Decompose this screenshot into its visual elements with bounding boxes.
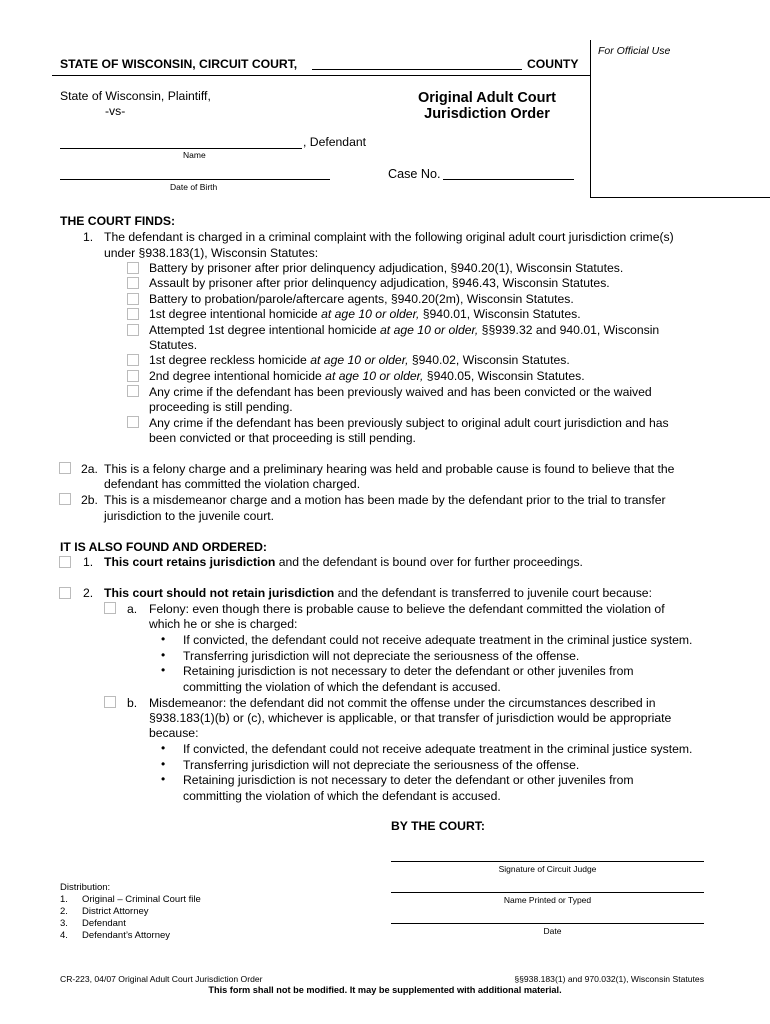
distribution-item: 4. Defendant’s Attorney [60,930,171,941]
defendant-label: , Defendant [303,135,367,149]
form-title-line2: Jurisdiction Order [424,106,550,122]
order-2a-text-cont: which he or she is charged: [149,617,298,631]
distribution-item: 2. District Attorney [60,906,149,917]
felony-reason-1: If convicted, the defendant could not receive adequate treatment in the criminal justice system. [183,633,693,647]
order-2b-text-cont: §938.183(1)(b) or (c), whichever is applicable, or that transfer of jurisdiction would be appropriate [149,711,672,725]
judge-signature-caption: Signature of Circuit Judge [498,864,597,874]
misdemeanor-reason-2: Transferring jurisdiction will not depreciate the seriousness of the offense. [183,758,580,772]
distribution-item: 3. Defendant [60,918,126,929]
crime-8-label-cont: proceeding is still pending. [149,400,293,414]
crime-1-label: Battery by prisoner after prior delinquency adjudication, §940.20(1), Wisconsin Statutes. [149,261,624,275]
bullet-icon: • [161,772,166,786]
bullet-icon: • [161,757,166,771]
orders-heading: IT IS ALSO FOUND AND ORDERED: [60,540,267,554]
court-finds-heading: THE COURT FINDS: [60,214,176,228]
finding-2a-text-cont: defendant has committed the violation charged. [104,477,361,491]
finding-2b-text: This is a misdemeanor charge and a motion has been made by the defendant prior to the trial to transfer [104,493,666,507]
crime-4-label: 1st degree intentional homicide at age 10 or older, §940.01, Wisconsin Statutes. [149,307,581,321]
finding-2b-checkbox[interactable] [59,493,71,505]
crime-3-checkbox[interactable] [127,293,139,305]
case-number-label: Case No. [388,167,441,181]
crime-7-label: 2nd degree intentional homicide at age 10 or older, §940.05, Wisconsin Statutes. [149,369,585,383]
order-1-checkbox[interactable] [59,556,71,568]
distribution-heading: Distribution: [60,882,111,893]
form-identifier: CR-223, 04/07 Original Adult Court Jurisdiction Order [60,974,263,984]
crime-5-label-cont: Statutes. [149,338,198,352]
finding-2a-checkbox[interactable] [59,462,71,474]
felony-reason-2: Transferring jurisdiction will not depreciate the seriousness of the offense. [183,649,580,663]
crime-6-checkbox[interactable] [127,354,139,366]
order-1-number: 1. [83,555,94,569]
judge-name-line[interactable] [391,892,704,893]
finding-2b-text-cont: jurisdiction to the juvenile court. [104,509,275,523]
case-number-line[interactable] [443,179,574,180]
order-2-text: This court should not retain jurisdiction and the defendant is transferred to juvenile court because: [104,586,652,600]
crime-4-checkbox[interactable] [127,308,139,320]
date-of-birth-line[interactable] [60,179,330,180]
order-2b-checkbox[interactable] [104,696,116,708]
order-2b-text-cont2: because: [149,726,199,740]
defendant-name-line[interactable] [60,148,302,149]
distribution-list [60,894,201,942]
felony-reason-3-cont: committing the violation of which the defendant is accused. [183,680,501,694]
crime-9-label: Any crime if the defendant has been previously subject to original adult court jurisdiction and has [149,416,669,430]
by-the-court-label: BY THE COURT: [391,819,485,833]
distribution-item: 1. Original – Criminal Court file [60,894,201,905]
order-2b-text: Misdemeanor: the defendant did not commit the offense under the circumstances described in [149,696,656,710]
crime-9-checkbox[interactable] [127,416,139,428]
county-blank-line[interactable] [312,69,522,70]
misdemeanor-reason-3: Retaining jurisdiction is not necessary to deter the defendant or other juveniles from [183,773,634,787]
crime-2-label: Assault by prisoner after prior delinquency adjudication, §946.43, Wisconsin Statutes. [149,276,610,290]
felony-reason-3: Retaining jurisdiction is not necessary to deter the defendant or other juveniles from [183,664,634,678]
date-line[interactable] [391,923,704,924]
form-title-line1: Original Adult Court [417,90,556,106]
order-2a-label: a. [127,602,138,616]
crime-8-label: Any crime if the defendant has been previously waived and has been convicted or the waived [149,385,652,399]
crime-8-checkbox[interactable] [127,385,139,397]
order-2-checkbox[interactable] [59,587,71,599]
order-2a-text: Felony: even though there is probable cause to believe the defendant committed the violation of [149,602,665,616]
finding-2b-number: 2b. [81,493,98,507]
date-caption: Date [543,926,562,936]
official-use-bottom-rule [590,197,770,198]
crime-9-label-cont: been convicted or that proceeding is still pending. [149,431,416,445]
finding-2a-number: 2a. [81,462,98,476]
misdemeanor-reason-1: If convicted, the defendant could not receive adequate treatment in the criminal justice system. [183,742,693,756]
judge-signature-line[interactable] [391,861,704,862]
finding-2a-text: This is a felony charge and a preliminary hearing was held and probable cause is found to believe that the [104,462,675,476]
crime-5-checkbox[interactable] [127,324,139,336]
finding-1-text-cont: under §938.183(1), Wisconsin Statutes: [104,246,319,260]
plaintiff-label: State of Wisconsin, Plaintiff, [60,89,211,103]
date-of-birth-caption: Date of Birth [170,182,218,192]
crime-2-checkbox[interactable] [127,277,139,289]
court-name-label: STATE OF WISCONSIN, CIRCUIT COURT, [60,57,298,71]
official-use-label: For Official Use [598,45,671,57]
order-2a-checkbox[interactable] [104,602,116,614]
order-2b-label: b. [127,696,138,710]
finding-1-text: The defendant is charged in a criminal complaint with the following original adult court jurisdiction crime(s) [104,230,674,244]
versus-label: -vs- [105,104,126,118]
crime-6-label: 1st degree reckless homicide at age 10 or older, §940.02, Wisconsin Statutes. [149,353,570,367]
crime-7-checkbox[interactable] [127,370,139,382]
misdemeanor-reason-3-cont: committing the violation of which the defendant is accused. [183,789,501,803]
crime-5-label: Attempted 1st degree intentional homicide at age 10 or older, §§939.32 and 940.01, Wisconsin [149,323,660,337]
bullet-icon: • [161,648,166,662]
crime-1-checkbox[interactable] [127,262,139,274]
order-1-text: This court retains jurisdiction and the defendant is bound over for further proceedings. [104,555,583,569]
county-label: COUNTY [527,57,579,71]
bullet-icon: • [161,632,166,646]
header-rule [52,75,590,76]
judge-name-caption: Name Printed or Typed [503,895,592,905]
crime-3-label: Battery to probation/parole/aftercare agents, §940.20(2m), Wisconsin Statutes. [149,292,574,306]
bullet-icon: • [161,741,166,755]
bullet-icon: • [161,663,166,677]
modification-notice: This form shall not be modified. It may be supplemented with additional material. [208,985,562,995]
name-caption: Name [183,150,206,160]
statute-reference: §§938.183(1) and 970.032(1), Wisconsin Statutes [514,974,704,984]
order-2-number: 2. [83,586,94,600]
finding-1-number: 1. [83,230,94,244]
